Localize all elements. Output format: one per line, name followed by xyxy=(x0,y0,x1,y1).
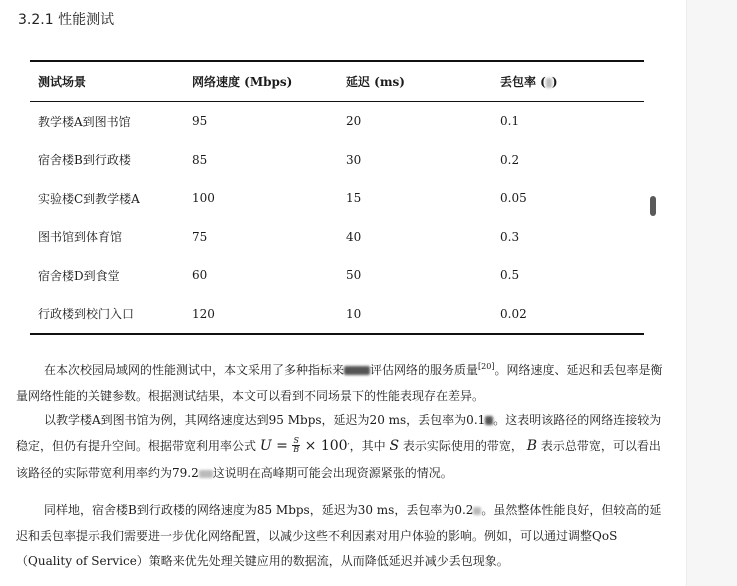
cell-packet-loss: 0.5 xyxy=(500,268,520,283)
header-scenario: 测试场景 xyxy=(30,61,184,102)
header-packet-loss: 丢包率 ( ) xyxy=(492,61,644,102)
cell-speed: 75 xyxy=(192,229,208,244)
redacted-mark xyxy=(344,366,370,375)
cell-scenario: 宿舍楼D到食堂 xyxy=(38,268,120,283)
table-row xyxy=(30,295,644,335)
cell-scenario: 宿舍楼B到行政楼 xyxy=(38,153,131,168)
page-margin xyxy=(686,0,737,586)
header-speed: 网络速度 (Mbps) xyxy=(184,61,338,102)
cell-latency: 10 xyxy=(338,295,492,335)
scrollbar-thumb[interactable] xyxy=(650,196,656,216)
cell-speed: 120 xyxy=(184,295,338,335)
cell-speed: 100 xyxy=(192,191,215,206)
paragraph-1: 在本次校园局域网的性能测试中，本文采用了多种指标来 评估网络的服务质量[20]。网络速度、延迟和丢包率是衡量网络性能的关键参数。根据测试结果，本文可以看到不同场景下的性能表现存在差异。 xyxy=(16,362,663,403)
cell-packet-loss: 0.05 xyxy=(500,191,527,206)
cell-scenario: 行政楼到校门入口 xyxy=(30,295,184,335)
table-header-row xyxy=(30,61,644,102)
redacted-mark xyxy=(473,507,481,515)
table-row xyxy=(30,256,644,295)
cell-speed: 95 xyxy=(192,114,208,129)
formula: U = $\frac{S}{B}$ × 100′ xyxy=(259,436,350,454)
cell-latency: 30 xyxy=(346,152,362,167)
cell-packet-loss: 0.2 xyxy=(500,152,520,167)
cell-latency: 15 xyxy=(346,191,362,206)
cell-scenario: 教学楼A到图书馆 xyxy=(38,114,131,129)
redacted-mark xyxy=(546,78,552,88)
cell-packet-loss: 0.1 xyxy=(500,114,520,129)
paragraph-3: 同样地，宿舍楼B到行政楼的网络速度为85 Mbps，延迟为30 ms，丢包率为0.2 。虽然整体性能良好，但较高的延迟和丢包率提示我们需要进一步优化网络配置，以减少这些不利因素对用户体验的影响。例如，可以通过调整QoS（Quality of Service）策略来优先处理关键应用的数据流，从而降低延迟并减少丢包现象。 xyxy=(16,503,662,568)
cell-packet-loss: 0.02 xyxy=(492,295,644,335)
cell-packet-loss: 0.3 xyxy=(500,229,520,244)
cell-latency: 50 xyxy=(346,268,362,283)
math-symbol: S xyxy=(389,437,400,454)
cell-scenario: 实验楼C到教学楼A xyxy=(38,191,140,206)
math-symbol: B xyxy=(526,437,537,454)
cell-speed: 85 xyxy=(192,152,208,167)
table-row xyxy=(30,141,644,180)
cell-speed: 60 xyxy=(192,268,208,283)
cell-scenario: 图书馆到体育馆 xyxy=(38,230,123,245)
redacted-mark xyxy=(199,470,213,478)
redacted-mark xyxy=(485,416,493,425)
table-row xyxy=(30,218,644,257)
table-row xyxy=(30,102,644,141)
table-row xyxy=(30,179,644,218)
citation: [20] xyxy=(478,362,495,371)
cell-latency: 20 xyxy=(346,114,362,129)
cell-latency: 40 xyxy=(346,229,362,244)
performance-table xyxy=(30,60,644,335)
header-latency: 延迟 (ms) xyxy=(338,61,492,102)
section-heading: 3.2.1 性能测试 xyxy=(18,12,115,28)
paragraph-2: 以教学楼A到图书馆为例，其网络速度达到95 Mbps，延迟为20 ms，丢包率为0.1 。这表明该路径的网络连接较为稳定，但仍有提升空间。根据带宽利用率公式 U = $\frac{S}{B}$ × 100′，其中 S 表示实际使用的带宽， B 表示总带宽，可以看出该路径的实际带宽利用率约为79.2 这说明在高峰期可能会出现资源紧张的情况。 xyxy=(16,413,662,480)
